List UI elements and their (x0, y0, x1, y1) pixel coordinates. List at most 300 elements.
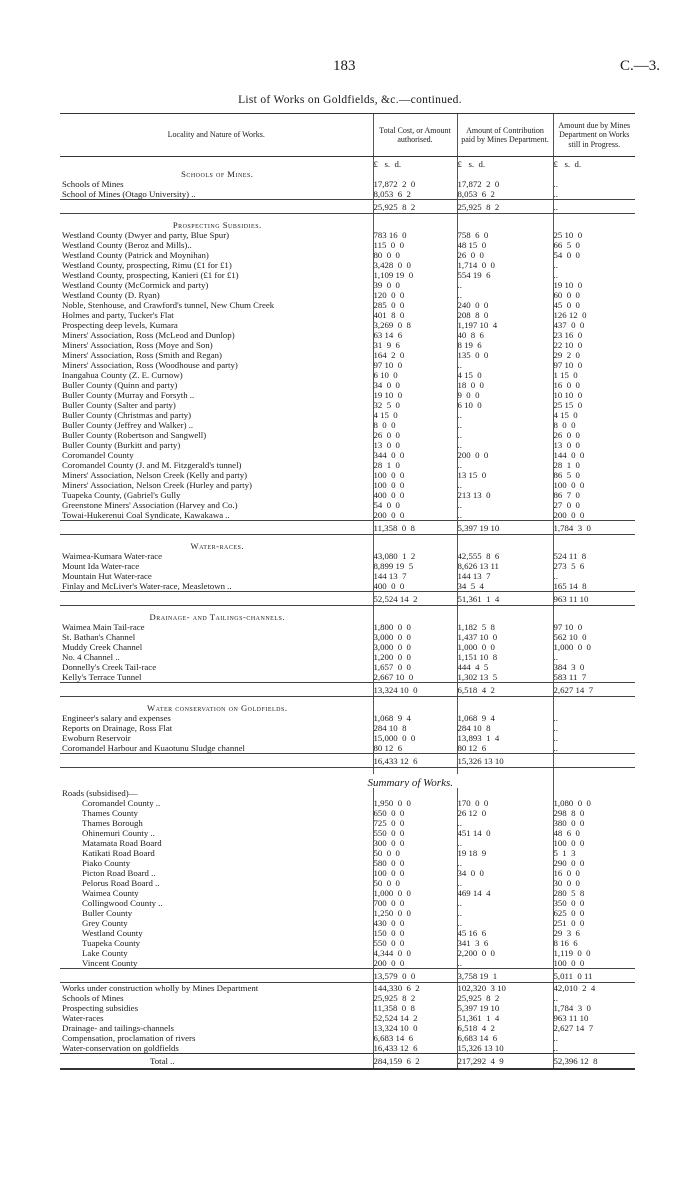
total-cost-cell: 115 0 0 (373, 240, 457, 250)
table-row (60, 430, 635, 440)
empty-cell (553, 774, 635, 788)
contribution-cell: .. (457, 918, 553, 928)
total-cost-cell: 144 13 7 (373, 571, 457, 581)
table-row (60, 713, 635, 723)
row-label: Mountain Hut Water-race (62, 571, 152, 581)
row-label: Tuapeka County (82, 938, 141, 948)
empty-cell (553, 788, 635, 798)
section-total-row (60, 521, 635, 535)
amount-due-cell: .. (553, 993, 635, 1003)
amount-due-cell: 2,627 14 7 (553, 683, 635, 697)
amount-due-cell: .. (553, 571, 635, 581)
total-cost-cell: 26 0 0 (373, 430, 457, 440)
section-heading (60, 220, 635, 230)
amount-due-cell: 5 1 3 (553, 848, 635, 858)
row-label: Coromandel Harbour and Kuaotunu Sludge channel (62, 743, 245, 753)
contribution-cell: .. (457, 360, 553, 370)
contribution-cell: .. (457, 858, 553, 868)
amount-due-cell: .. (553, 1043, 635, 1054)
amount-due-cell: 200 0 0 (553, 510, 635, 521)
total-cost-cell: 550 0 0 (373, 828, 457, 838)
empty-cell (553, 612, 635, 622)
total-cost-cell: 3,428 0 0 (373, 260, 457, 270)
amount-due-cell: 54 0 0 (553, 250, 635, 260)
contribution-cell: .. (457, 460, 553, 470)
amount-due-cell: 25 15 0 (553, 400, 635, 410)
contribution-cell: 1,197 10 4 (457, 320, 553, 330)
table-row (60, 410, 635, 420)
summary-row (60, 983, 635, 994)
contribution-cell: 25,925 8 2 (457, 200, 553, 214)
row-label: Schools of Mines (62, 993, 124, 1003)
table-row (60, 510, 635, 521)
contribution-cell: .. (457, 878, 553, 888)
total-cost-cell: 1,657 0 0 (373, 662, 457, 672)
total-cost-cell: 4,344 0 0 (373, 948, 457, 958)
contribution-cell: .. (457, 958, 553, 969)
contribution-cell: 1,437 10 0 (457, 632, 553, 642)
table-row (60, 888, 635, 898)
row-label: Vincent County (82, 958, 138, 968)
row-label (60, 521, 373, 535)
table-row (60, 672, 635, 683)
table-row (60, 878, 635, 888)
amount-due-cell: 45 0 0 (553, 300, 635, 310)
table-row (60, 798, 635, 808)
total-cost-cell: 43,080 1 2 (373, 551, 457, 561)
row-label: Miners' Association, Nelson Creek (Hurley and party) (62, 480, 252, 490)
contribution-cell: 25,925 8 2 (457, 993, 553, 1003)
total-cost-cell: 150 0 0 (373, 928, 457, 938)
table-row (60, 818, 635, 828)
total-cost-cell: 50 0 0 (373, 878, 457, 888)
works-table (60, 113, 635, 1070)
amount-due-cell: 165 14 8 (553, 581, 635, 592)
row-label (60, 592, 373, 606)
contribution-cell: 8,626 13 11 (457, 561, 553, 571)
total-cost-cell: 430 0 0 (373, 918, 457, 928)
summary-row (60, 1003, 635, 1013)
contribution-cell: 208 8 0 (457, 310, 553, 320)
contribution-cell: .. (457, 898, 553, 908)
contribution-cell: 19 18 9 (457, 848, 553, 858)
contribution-cell: 135 0 0 (457, 350, 553, 360)
contribution-cell: 40 8 6 (457, 330, 553, 340)
table-row (60, 652, 635, 662)
amount-due-cell: 4 15 0 (553, 410, 635, 420)
row-label: Prospecting deep levels, Kumara (62, 320, 178, 330)
row-label: Westland County (D. Ryan) (62, 290, 160, 300)
contribution-cell: 5,397 19 10 (457, 521, 553, 535)
row-label: Coromandel County (62, 450, 134, 460)
total-cost-cell: 16,433 12 6 (373, 1043, 457, 1054)
table-row (60, 561, 635, 571)
contribution-cell: 6,683 14 6 (457, 1033, 553, 1043)
table-header-row (60, 114, 635, 157)
contribution-cell: 26 12 0 (457, 808, 553, 818)
total-cost-cell: 11,358 0 8 (373, 521, 457, 535)
total-cost-cell: 200 0 0 (373, 510, 457, 521)
total-cost-cell: 6 10 0 (373, 370, 457, 380)
row-label: Thames Borough (82, 818, 143, 828)
empty-cell (553, 703, 635, 713)
total-cost-cell: 1,950 0 0 (373, 798, 457, 808)
row-label: Towai-Hukerenui Coal Syndicate, Kawakawa .. (62, 510, 230, 520)
contribution-cell: 1,000 0 0 (457, 642, 553, 652)
amount-due-cell: 13 0 0 (553, 440, 635, 450)
table-row (60, 310, 635, 320)
table-row (60, 230, 635, 240)
contribution-cell: 200 0 0 (457, 450, 553, 460)
table-row (60, 380, 635, 390)
summary-title-row (60, 774, 635, 788)
row-label: No. 4 Channel .. (62, 652, 120, 662)
table-row (60, 848, 635, 858)
amount-due-cell: 100 0 0 (553, 958, 635, 969)
contribution-cell: 6,518 4 2 (457, 1023, 553, 1033)
row-label: Mount Ida Water-race (62, 561, 140, 571)
amount-due-cell: .. (553, 723, 635, 733)
row-label: Muddy Creek Channel (62, 642, 143, 652)
total-cost-cell: 100 0 0 (373, 480, 457, 490)
amount-due-cell: 86 5 0 (553, 470, 635, 480)
total-cost-cell: 13 0 0 (373, 440, 457, 450)
contribution-cell: 34 5 4 (457, 581, 553, 592)
amount-due-cell: 562 10 0 (553, 632, 635, 642)
table-row (60, 581, 635, 592)
amount-due-cell: 52,396 12 8 (553, 1054, 635, 1070)
amount-due-cell: .. (553, 713, 635, 723)
table-row (60, 828, 635, 838)
empty-cell (373, 788, 457, 798)
total-cost-cell: 3,269 0 8 (373, 320, 457, 330)
row-label: Schools of Mines (62, 179, 124, 189)
contribution-cell: 9 0 0 (457, 390, 553, 400)
total-cost-cell: 400 0 0 (373, 490, 457, 500)
contribution-cell: 18 0 0 (457, 380, 553, 390)
contribution-cell: 554 19 6 (457, 270, 553, 280)
total-cost-cell: 15,000 0 0 (373, 733, 457, 743)
contribution-cell: 45 16 6 (457, 928, 553, 938)
contribution-cell: 170 0 0 (457, 798, 553, 808)
total-cost-cell: 80 0 0 (373, 250, 457, 260)
amount-due-cell: 8 16 6 (553, 938, 635, 948)
amount-due-cell: 350 0 0 (553, 898, 635, 908)
contribution-cell: 13,893 1 4 (457, 733, 553, 743)
table-row (60, 898, 635, 908)
contribution-cell: 51,361 1 4 (457, 592, 553, 606)
row-label: Miners' Association, Nelson Creek (Kelly and party) (62, 470, 248, 480)
table-row (60, 480, 635, 490)
amount-due-cell: 8 0 0 (553, 420, 635, 430)
table-row (60, 551, 635, 561)
column-header-contribution: Amount of Contribution paid by Mines Department. (457, 114, 553, 157)
amount-due-cell: 28 1 0 (553, 460, 635, 470)
row-label: Waimea Main Tail-race (62, 622, 145, 632)
contribution-cell: 1,151 10 8 (457, 652, 553, 662)
contribution-cell: .. (457, 430, 553, 440)
row-label: Water-conservation on goldfields (62, 1043, 179, 1053)
row-label: St. Bathan's Channel (62, 632, 136, 642)
section-heading (60, 541, 635, 551)
page-header (0, 58, 700, 78)
total-cost-cell: 80 12 6 (373, 743, 457, 754)
row-label: Buller County (Jeffrey and Walker) .. (62, 420, 194, 430)
total-cost-cell: 120 0 0 (373, 290, 457, 300)
contribution-cell: 284 10 8 (457, 723, 553, 733)
table-row (60, 350, 635, 360)
total-cost-cell: 550 0 0 (373, 938, 457, 948)
contribution-cell: .. (457, 818, 553, 828)
amount-due-cell: 273 5 6 (553, 561, 635, 571)
row-label: Tuapeka County, (Gabriel's Gully (62, 490, 181, 500)
row-label: Donnelly's Creek Tail-race (62, 662, 157, 672)
contribution-cell: .. (457, 280, 553, 290)
total-cost-cell: 1,109 19 0 (373, 270, 457, 280)
table-row (60, 330, 635, 340)
contribution-cell: 15,326 13 10 (457, 1043, 553, 1054)
amount-due-cell: 144 0 0 (553, 450, 635, 460)
table-row (60, 340, 635, 350)
amount-due-cell: 27 0 0 (553, 500, 635, 510)
contribution-cell: .. (457, 290, 553, 300)
contribution-cell: 758 6 0 (457, 230, 553, 240)
currency-units-cell: £ s. d. (373, 157, 457, 170)
amount-due-cell: 384 3 0 (553, 662, 635, 672)
total-cost-cell: 52,524 14 2 (373, 592, 457, 606)
row-label: Engineer's salary and expenses (62, 713, 171, 723)
amount-due-cell: 42,010 2 4 (553, 983, 635, 994)
amount-due-cell: 26 0 0 (553, 430, 635, 440)
contribution-cell: 8 19 6 (457, 340, 553, 350)
table-row (60, 270, 635, 280)
empty-cell (457, 774, 553, 788)
table-body (60, 157, 635, 1070)
row-label: Buller County (82, 908, 133, 918)
section-total-row (60, 592, 635, 606)
empty-cell (553, 220, 635, 230)
total-cost-cell: 1,000 0 0 (373, 888, 457, 898)
table-row (60, 490, 635, 500)
contribution-cell: 444 4 5 (457, 662, 553, 672)
amount-due-cell: 290 0 0 (553, 858, 635, 868)
amount-due-cell: 48 6 0 (553, 828, 635, 838)
row-label: Lake County (82, 948, 128, 958)
total-cost-cell: 725 0 0 (373, 818, 457, 828)
row-label: Westland County (Dwyer and party, Blue Spur) (62, 230, 230, 240)
column-header-due: Amount due by Mines Department on Works still in Progress. (553, 114, 635, 157)
contribution-cell: 42,555 8 6 (457, 551, 553, 561)
row-label: Pelorus Road Board .. (82, 878, 160, 888)
table-row (60, 189, 635, 200)
amount-due-cell: .. (553, 179, 635, 189)
roads-label-row (60, 788, 635, 798)
total-cost-cell: 13,324 10 0 (373, 1023, 457, 1033)
row-label: Collingwood County .. (82, 898, 163, 908)
summary-row (60, 1033, 635, 1043)
total-cost-cell: 97 10 0 (373, 360, 457, 370)
amount-due-cell: 1,080 0 0 (553, 798, 635, 808)
table-row (60, 470, 635, 480)
contribution-cell: 1,714 0 0 (457, 260, 553, 270)
contribution-cell: .. (457, 908, 553, 918)
amount-due-cell: 5,011 0 11 (553, 969, 635, 983)
total-cost-cell: 8,053 6 2 (373, 189, 457, 200)
row-label: Buller County (Salter and party) (62, 400, 176, 410)
table-row (60, 858, 635, 868)
amount-due-cell: 437 0 0 (553, 320, 635, 330)
section-heading-text: Water-races. (190, 541, 244, 551)
amount-due-cell: .. (553, 733, 635, 743)
empty-cell (373, 541, 457, 551)
row-label: Grey County (82, 918, 128, 928)
table-row (60, 460, 635, 470)
contribution-cell: 8,053 6 2 (457, 189, 553, 200)
row-label (60, 683, 373, 697)
row-label: Ewoburn Reservoir (62, 733, 131, 743)
empty-cell (457, 612, 553, 622)
contribution-cell: 341 3 6 (457, 938, 553, 948)
grand-total-row (60, 1054, 635, 1070)
total-cost-cell: 4 15 0 (373, 410, 457, 420)
row-label: Westland County (Patrick and Moynihan) (62, 250, 209, 260)
table-row (60, 300, 635, 310)
table-row (60, 290, 635, 300)
row-label: Buller County (Murray and Forsyth .. (62, 390, 195, 400)
table-row (60, 642, 635, 652)
contribution-cell: 217,292 4 9 (457, 1054, 553, 1070)
amount-due-cell: 29 3 6 (553, 928, 635, 938)
empty-cell (373, 220, 457, 230)
contribution-cell: 13 15 0 (457, 470, 553, 480)
table-row (60, 868, 635, 878)
total-cost-cell: 31 9 6 (373, 340, 457, 350)
section-total-row (60, 754, 635, 768)
row-label (60, 200, 373, 214)
row-label: Buller County (Robertson and Sangwell) (62, 430, 207, 440)
table-row (60, 948, 635, 958)
table-row (60, 260, 635, 270)
row-label: Ohinemuri County .. (82, 828, 155, 838)
amount-due-cell: 60 0 0 (553, 290, 635, 300)
empty-cell (457, 541, 553, 551)
amount-due-cell: 963 11 10 (553, 592, 635, 606)
row-label: Buller County (Quinn and party) (62, 380, 178, 390)
row-label: Noble, Stenhouse, and Crawford's tunnel, New Chum Creek (62, 300, 275, 310)
empty-cell (553, 169, 635, 179)
section-total-row (60, 683, 635, 697)
table-row (60, 733, 635, 743)
amount-due-cell: 16 0 0 (553, 380, 635, 390)
total-cost-cell: 32 5 0 (373, 400, 457, 410)
currency-units-cell: £ s. d. (457, 157, 553, 170)
row-label: Picton Road Board .. (82, 868, 156, 878)
contribution-cell: 469 14 4 (457, 888, 553, 898)
contribution-cell: 26 0 0 (457, 250, 553, 260)
row-label: Coromandel County (J. and M. Fitzgerald's tunnel) (62, 460, 242, 470)
amount-due-cell: 66 5 0 (553, 240, 635, 250)
amount-due-cell: 1,784 3 0 (553, 521, 635, 535)
empty-cell (457, 788, 553, 798)
total-cost-cell: 25,925 8 2 (373, 200, 457, 214)
amount-due-cell: 100 0 0 (553, 838, 635, 848)
amount-due-cell: 1,784 3 0 (553, 1003, 635, 1013)
total-cost-cell: 650 0 0 (373, 808, 457, 818)
section-heading (60, 612, 635, 622)
amount-due-cell: 19 10 0 (553, 280, 635, 290)
row-label: Miners' Association, Ross (Moye and Son) (62, 340, 213, 350)
summary-row (60, 1013, 635, 1023)
row-label: Buller County (Burkitt and party) (62, 440, 181, 450)
total-cost-cell: 8,899 19 5 (373, 561, 457, 571)
row-label: Coromandel County .. (82, 798, 161, 808)
total-cost-cell: 1,068 9 4 (373, 713, 457, 723)
amount-due-cell: 583 11 7 (553, 672, 635, 683)
table-row (60, 662, 635, 672)
contribution-cell: 15,326 13 10 (457, 754, 553, 768)
total-cost-cell: 401 8 0 (373, 310, 457, 320)
summary-row (60, 993, 635, 1003)
total-cost-cell: 1,200 0 0 (373, 652, 457, 662)
total-cost-cell: 13,579 0 0 (373, 969, 457, 983)
row-label: Waimea-Kumara Water-race (62, 551, 163, 561)
table-row (60, 938, 635, 948)
document-code: C.—3. (620, 58, 661, 74)
total-cost-cell: 50 0 0 (373, 848, 457, 858)
empty-cell (553, 541, 635, 551)
row-label: Compensation, proclamation of rivers (62, 1033, 196, 1043)
total-cost-cell: 700 0 0 (373, 898, 457, 908)
contribution-cell: .. (457, 838, 553, 848)
contribution-cell: 3,758 19 1 (457, 969, 553, 983)
amount-due-cell: .. (553, 743, 635, 754)
total-cost-cell: 284,159 6 2 (373, 1054, 457, 1070)
amount-due-cell: 298 8 0 (553, 808, 635, 818)
amount-due-cell: .. (553, 270, 635, 280)
row-label: Works under construction wholly by Mines Department (62, 983, 259, 993)
contribution-cell: 34 0 0 (457, 868, 553, 878)
contribution-cell: .. (457, 420, 553, 430)
amount-due-cell: 16 0 0 (553, 868, 635, 878)
row-label: Westland County, prospecting, Kanieri (£1 for £1) (62, 270, 239, 280)
table-row (60, 280, 635, 290)
amount-due-cell: 2,627 14 7 (553, 1023, 635, 1033)
section-total-row (60, 200, 635, 214)
contribution-cell: 17,872 2 0 (457, 179, 553, 189)
summary-row (60, 1023, 635, 1033)
row-label (60, 157, 373, 170)
table-row (60, 370, 635, 380)
table-row (60, 500, 635, 510)
table-row (60, 723, 635, 733)
total-cost-cell: 3,000 0 0 (373, 632, 457, 642)
row-label: Prospecting subsidies (62, 1003, 138, 1013)
total-cost-cell: 16,433 12 6 (373, 754, 457, 768)
total-cost-cell: 28 1 0 (373, 460, 457, 470)
row-label: Total .. (60, 1054, 373, 1070)
currency-units-row (60, 157, 635, 170)
row-label: Westland County (McCormick and party) (62, 280, 209, 290)
section-heading-text: Water conservation on Goldfields. (147, 703, 288, 713)
contribution-cell: 80 12 6 (457, 743, 553, 754)
total-cost-cell: 100 0 0 (373, 868, 457, 878)
section-heading-text: Schools of Mines. (181, 169, 254, 179)
table-row (60, 918, 635, 928)
contribution-cell: 48 15 0 (457, 240, 553, 250)
total-cost-cell: 8 0 0 (373, 420, 457, 430)
table-row (60, 838, 635, 848)
table-row (60, 622, 635, 632)
